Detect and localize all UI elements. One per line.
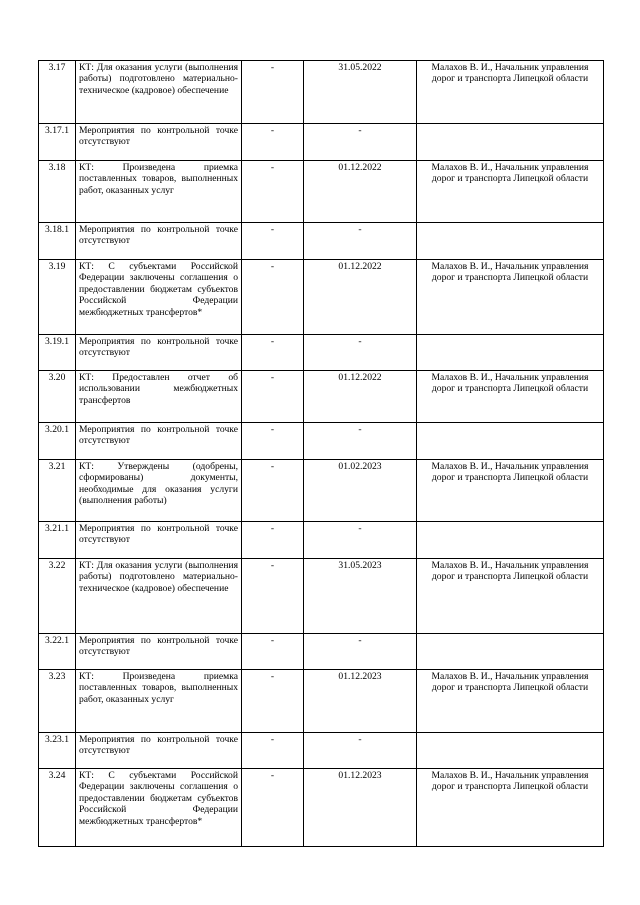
row-responsible bbox=[417, 733, 604, 769]
row-start-date: - bbox=[242, 61, 304, 124]
row-responsible: Малахов В. И., Начальник управления дорог и транспорта Липецкой области bbox=[417, 61, 604, 124]
row-responsible: Малахов В. И., Начальник управления дорог и транспорта Липецкой области bbox=[417, 559, 604, 634]
table-row bbox=[39, 371, 604, 423]
table-row bbox=[39, 460, 604, 522]
table-row bbox=[39, 733, 604, 769]
row-description: Мероприятия по контрольной точке отсутствуют bbox=[76, 423, 242, 460]
row-number: 3.17.1 bbox=[39, 124, 76, 161]
row-start-date: - bbox=[242, 423, 304, 460]
row-number: 3.20 bbox=[39, 371, 76, 423]
row-start-date: - bbox=[242, 733, 304, 769]
table-row bbox=[39, 335, 604, 371]
row-start-date: - bbox=[242, 559, 304, 634]
table-row bbox=[39, 124, 604, 161]
row-end-date: - bbox=[304, 634, 417, 670]
table-row bbox=[39, 61, 604, 124]
row-end-date: - bbox=[304, 423, 417, 460]
row-description: Мероприятия по контрольной точке отсутствуют bbox=[76, 335, 242, 371]
row-description: Мероприятия по контрольной точке отсутствуют bbox=[76, 124, 242, 161]
row-number: 3.18 bbox=[39, 161, 76, 223]
row-end-date: - bbox=[304, 124, 417, 161]
row-responsible: Малахов В. И., Начальник управления дорог и транспорта Липецкой области bbox=[417, 371, 604, 423]
row-responsible bbox=[417, 634, 604, 670]
table-row bbox=[39, 423, 604, 460]
row-responsible bbox=[417, 335, 604, 371]
row-description: Мероприятия по контрольной точке отсутствуют bbox=[76, 733, 242, 769]
row-number: 3.21.1 bbox=[39, 522, 76, 559]
row-start-date: - bbox=[242, 670, 304, 733]
row-start-date: - bbox=[242, 522, 304, 559]
row-end-date: 01.12.2022 bbox=[304, 260, 417, 335]
row-description: Мероприятия по контрольной точке отсутствуют bbox=[76, 522, 242, 559]
row-number: 3.21 bbox=[39, 460, 76, 522]
table-row bbox=[39, 559, 604, 634]
row-responsible: Малахов В. И., Начальник управления дорог и транспорта Липецкой области bbox=[417, 670, 604, 733]
row-start-date: - bbox=[242, 335, 304, 371]
row-responsible: Малахов В. И., Начальник управления дорог и транспорта Липецкой области bbox=[417, 460, 604, 522]
row-end-date: 31.05.2022 bbox=[304, 61, 417, 124]
row-description: Мероприятия по контрольной точке отсутствуют bbox=[76, 634, 242, 670]
row-responsible bbox=[417, 522, 604, 559]
row-description: КТ: Для оказания услуги (выполнения работы) подготовлено материально-техническое (кадровое) обеспечение bbox=[76, 61, 242, 124]
row-start-date: - bbox=[242, 460, 304, 522]
row-number: 3.23.1 bbox=[39, 733, 76, 769]
table-body bbox=[39, 61, 604, 847]
row-start-date: - bbox=[242, 161, 304, 223]
row-number: 3.18.1 bbox=[39, 223, 76, 260]
table-row bbox=[39, 161, 604, 223]
row-responsible: Малахов В. И., Начальник управления дорог и транспорта Липецкой области bbox=[417, 769, 604, 847]
row-start-date: - bbox=[242, 634, 304, 670]
row-end-date: 31.05.2023 bbox=[304, 559, 417, 634]
row-description: КТ: С субъектами Российской Федерации заключены соглашения о предоставлении бюджетам субъектов Российской Федерации межбюджетных трансфертов* bbox=[76, 769, 242, 847]
row-number: 3.23 bbox=[39, 670, 76, 733]
table-row bbox=[39, 522, 604, 559]
row-end-date: 01.12.2023 bbox=[304, 670, 417, 733]
row-responsible bbox=[417, 223, 604, 260]
row-start-date: - bbox=[242, 769, 304, 847]
table-row bbox=[39, 670, 604, 733]
row-responsible bbox=[417, 124, 604, 161]
row-description: КТ: Произведена приемка поставленных товаров, выполненных работ, оказанных услуг bbox=[76, 161, 242, 223]
row-responsible: Малахов В. И., Начальник управления дорог и транспорта Липецкой области bbox=[417, 260, 604, 335]
row-start-date: - bbox=[242, 124, 304, 161]
row-description: КТ: С субъектами Российской Федерации заключены соглашения о предоставлении бюджетам субъектов Российской Федерации межбюджетных трансфертов* bbox=[76, 260, 242, 335]
row-number: 3.20.1 bbox=[39, 423, 76, 460]
row-description: Мероприятия по контрольной точке отсутствуют bbox=[76, 223, 242, 260]
row-start-date: - bbox=[242, 260, 304, 335]
table-row bbox=[39, 223, 604, 260]
table-row bbox=[39, 769, 604, 847]
row-end-date: - bbox=[304, 335, 417, 371]
row-number: 3.22 bbox=[39, 559, 76, 634]
row-responsible bbox=[417, 423, 604, 460]
row-number: 3.17 bbox=[39, 61, 76, 124]
row-number: 3.24 bbox=[39, 769, 76, 847]
row-description: КТ: Произведена приемка поставленных товаров, выполненных работ, оказанных услуг bbox=[76, 670, 242, 733]
row-start-date: - bbox=[242, 371, 304, 423]
row-number: 3.22.1 bbox=[39, 634, 76, 670]
row-end-date: - bbox=[304, 733, 417, 769]
row-end-date: - bbox=[304, 223, 417, 260]
row-end-date: 01.02.2023 bbox=[304, 460, 417, 522]
row-description: КТ: Для оказания услуги (выполнения работы) подготовлено материально-техническое (кадровое) обеспечение bbox=[76, 559, 242, 634]
row-description: КТ: Предоставлен отчет об использовании межбюджетных трансфертов bbox=[76, 371, 242, 423]
row-end-date: - bbox=[304, 522, 417, 559]
row-start-date: - bbox=[242, 223, 304, 260]
control-points-table bbox=[38, 60, 604, 847]
row-description: КТ: Утверждены (одобрены, сформированы) документы, необходимые для оказания услуги (выполнения работы) bbox=[76, 460, 242, 522]
document-page bbox=[38, 60, 603, 847]
row-responsible: Малахов В. И., Начальник управления дорог и транспорта Липецкой области bbox=[417, 161, 604, 223]
table-row bbox=[39, 260, 604, 335]
row-number: 3.19 bbox=[39, 260, 76, 335]
table-row bbox=[39, 634, 604, 670]
row-end-date: 01.12.2022 bbox=[304, 371, 417, 423]
row-end-date: 01.12.2022 bbox=[304, 161, 417, 223]
row-number: 3.19.1 bbox=[39, 335, 76, 371]
row-end-date: 01.12.2023 bbox=[304, 769, 417, 847]
